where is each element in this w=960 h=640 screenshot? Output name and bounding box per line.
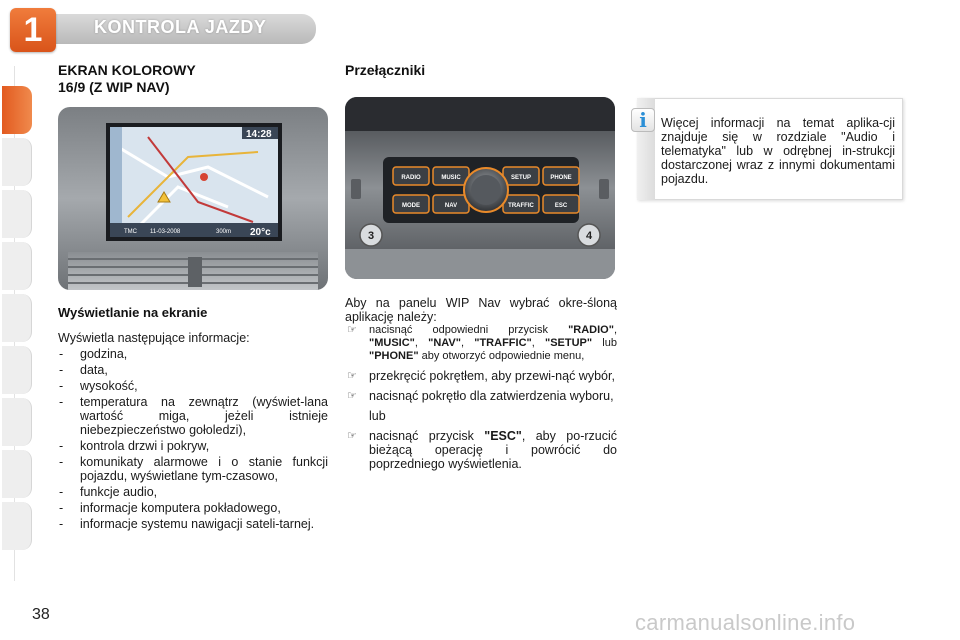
display-section-title: Wyświetlanie na ekranie — [58, 305, 208, 320]
chapter-tab-6[interactable] — [2, 346, 32, 394]
step-or: lub — [369, 409, 386, 423]
list-item: - komunikaty alarmowe i o stanie funkcji pojazdu, wyświetlane tym-czasowo, — [58, 455, 328, 483]
screen-time: 14:28 — [246, 129, 272, 140]
list-item: - funkcje audio, — [58, 485, 328, 499]
step-press-esc: ☞ nacisnąć przycisk "ESC", aby po-rzucić bieżącą operację i powrócić do poprzedniego wyświetlenia. — [347, 429, 617, 471]
screen-heading-line1: EKRAN KOLOROWY — [58, 62, 196, 78]
header — [0, 0, 960, 52]
position-marker-icon — [200, 173, 208, 181]
step-turn-knob: ☞ przekręcić pokrętłem, aby przewi-nąć wybór, — [347, 369, 615, 383]
screen-radio: TMC — [124, 229, 137, 235]
chapter-title: KONTROLA JAZDY — [94, 17, 267, 37]
callout-4: 4 — [585, 230, 593, 242]
info-icon: i — [631, 108, 655, 132]
chapter-tab-2[interactable] — [2, 138, 32, 186]
list-item: - godzina, — [58, 347, 328, 361]
step-press-button: ☞ nacisnąć odpowiedni przycisk "RADIO", "MUSIC", "NAV", "TRAFFIC", "SETUP" lub "PHONE" aby otworzyć odpowiednie menu, — [347, 324, 617, 362]
control-panel-illustration — [345, 97, 615, 279]
screen-heading-line2: 16/9 (Z WIP NAV) — [58, 79, 170, 95]
color-screen-illustration — [58, 107, 328, 290]
chapter-tab-3[interactable] — [2, 190, 32, 238]
list-item: - informacje komputera pokładowego, — [58, 501, 328, 515]
chapter-tab-5[interactable] — [2, 294, 32, 342]
list-item: - wysokość, — [58, 379, 328, 393]
pointer-icon: ☞ — [347, 370, 357, 382]
screen-heading — [58, 62, 196, 96]
panel-radio-button: RADIO — [401, 175, 421, 181]
chapter-tabs — [0, 66, 34, 581]
info-text: Więcej informacji na temat aplika-cji znajduje się w rozdziale "Audio i telematyka" lub w odrębnej in-strukcji dostarczonej wraz z innymi dokumentami pojazdu. — [661, 116, 895, 186]
chapter-tab-7[interactable] — [2, 398, 32, 446]
switches-steps — [345, 324, 617, 477]
pointer-icon: ☞ — [347, 390, 357, 402]
page-number: 38 — [32, 606, 50, 623]
pointer-icon: ☞ — [347, 430, 357, 442]
pointer-icon: ☞ — [347, 324, 357, 336]
screen-temperature: 20°c — [250, 227, 271, 238]
panel-music-button: MUSIC — [441, 175, 461, 181]
switches-heading: Przełączniki — [345, 62, 426, 78]
list-item: - data, — [58, 363, 328, 377]
watermark: carmanualsonline.info — [635, 610, 856, 635]
chapter-tab-1[interactable] — [2, 86, 32, 134]
panel-setup-button: SETUP — [510, 175, 532, 181]
callout-3: 3 — [367, 230, 375, 242]
chapter-tab-8[interactable] — [2, 450, 32, 498]
chapter-tab-9[interactable] — [2, 502, 32, 550]
panel-traffic-button: TRAFFIC — [508, 203, 534, 209]
panel-esc-button: ESC — [554, 203, 568, 209]
switches-intro: Aby na panelu WIP Nav wybrać okre-śloną aplikację należy: — [345, 296, 617, 324]
screen-distance: 300m — [216, 229, 232, 235]
list-item: - temperatura na zewnątrz (wyświet-lana wartość miga, jeżeli istnieje niebezpieczeństwo gołoledzi), — [58, 395, 328, 437]
list-item: - kontrola drzwi i pokryw, — [58, 439, 328, 453]
chapter-number: 1 — [10, 8, 56, 52]
chapter-tab-4[interactable] — [2, 242, 32, 290]
panel-phone-button: PHONE — [550, 175, 572, 181]
screen-date: 11-03-2008 — [150, 229, 181, 235]
step-press-knob: ☞ nacisnąć pokrętło dla zatwierdzenia wyboru, — [347, 389, 614, 403]
panel-mode-button: MODE — [402, 203, 420, 209]
display-intro: Wyświetla następujące informacje: — [58, 331, 250, 345]
display-info-list — [58, 347, 328, 533]
panel-nav-button: NAV — [444, 203, 458, 209]
list-item: - informacje systemu nawigacji sateli-tarnej. — [58, 517, 328, 531]
